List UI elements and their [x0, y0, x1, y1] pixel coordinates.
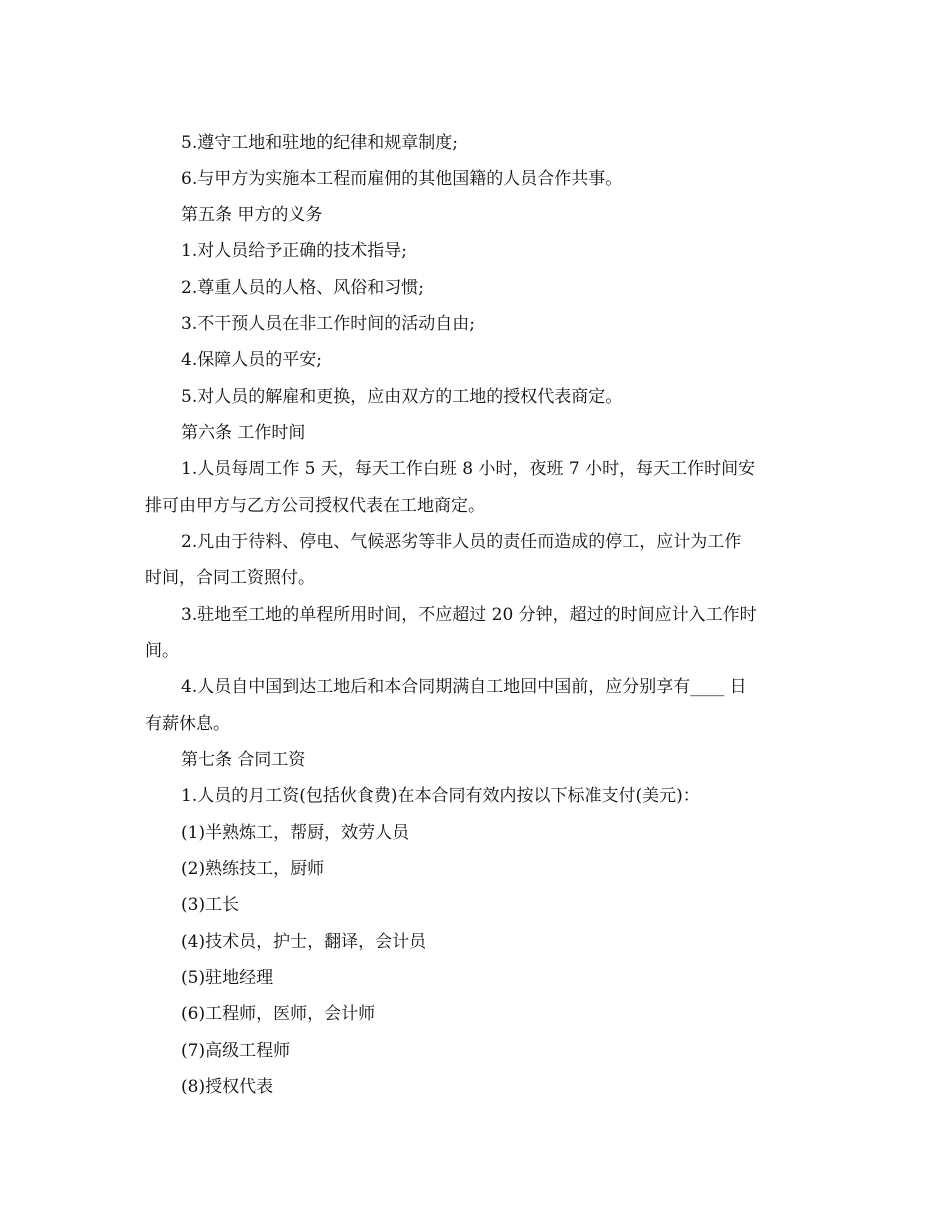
paragraph-line: 时间，合同工资照付。 [145, 568, 315, 588]
paragraph-line: 1.对人员给予正确的技术指导; [181, 241, 407, 261]
paragraph-line: 1.人员的月工资(包括伙食费)在本合同有效内按以下标准支付(美元)： [181, 786, 700, 806]
list-item: (8)授权代表 [181, 1077, 274, 1097]
paragraph-line: 1.人员每周工作 5 天，每天工作白班 8 小时，夜班 7 小时，每天工作时间安 [181, 459, 756, 479]
paragraph-line: 排可由甲方与乙方公司授权代表在工地商定。 [145, 496, 485, 516]
paragraph-line: 3.驻地至工地的单程所用时间，不应超过 20 分钟，超过的时间应计入工作时 [181, 605, 757, 625]
list-item: (7)高级工程师 [181, 1041, 291, 1061]
list-item: (3)工长 [181, 895, 240, 915]
paragraph-line: 有薪休息。 [145, 714, 230, 734]
section-heading: 第五条 甲方的义务 [181, 205, 323, 225]
section-heading: 第六条 工作时间 [181, 423, 306, 443]
paragraph-line: 2.尊重人员的人格、风俗和习惯; [181, 278, 424, 298]
paragraph-line: 6.与甲方为实施本工程而雇佣的其他国籍的人员合作共事。 [181, 169, 623, 189]
list-item: (2)熟练技工，厨师 [181, 859, 325, 879]
paragraph-line: 4.人员自中国到达工地后和本合同期满自工地回中国前，应分别享有____ 日 [181, 677, 747, 697]
list-item: (6)工程师，医师，会计师 [181, 1004, 376, 1024]
paragraph-line: 4.保障人员的平安; [181, 350, 322, 370]
paragraph-line: 5.遵守工地和驻地的纪律和规章制度; [181, 133, 458, 153]
list-item: (1)半熟炼工，帮厨，效劳人员 [181, 823, 410, 843]
section-heading: 第七条 合同工资 [181, 750, 306, 770]
paragraph-line: 3.不干预人员在非工作时间的活动自由; [181, 314, 475, 334]
paragraph-line: 5.对人员的解雇和更换，应由双方的工地的授权代表商定。 [181, 387, 623, 407]
paragraph-line: 2.凡由于待料、停电、气候恶劣等非人员的责任而造成的停工，应计为工作 [181, 532, 742, 552]
paragraph-line: 间。 [145, 641, 179, 661]
list-item: (4)技术员，护士，翻译，会计员 [181, 932, 427, 952]
list-item: (5)驻地经理 [181, 968, 274, 988]
